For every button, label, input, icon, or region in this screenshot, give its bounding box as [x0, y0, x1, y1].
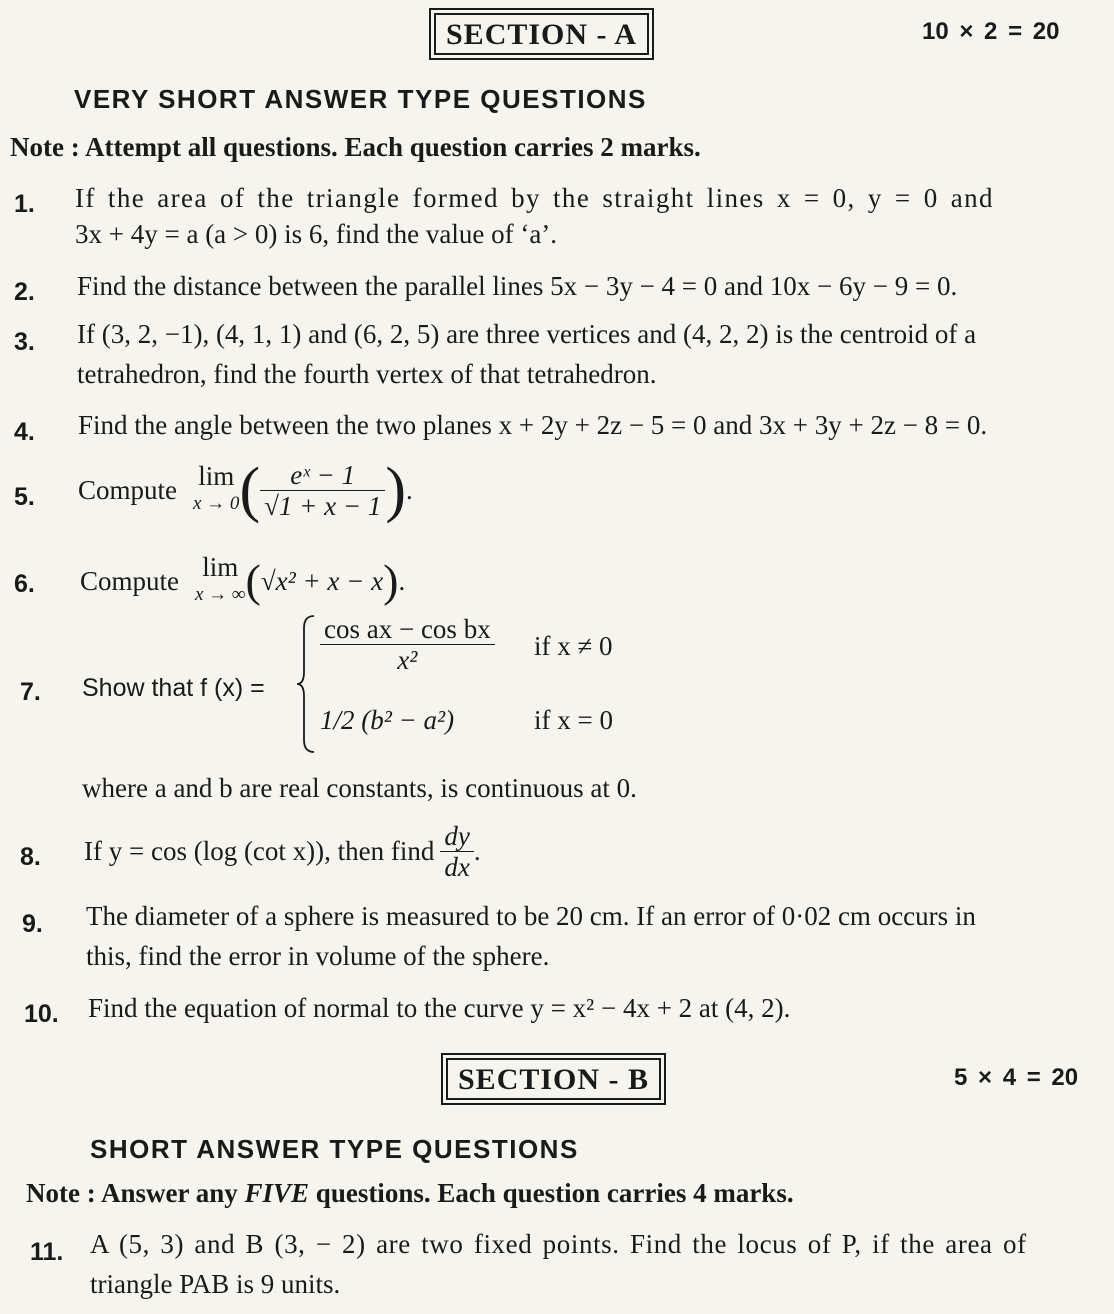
section-a-heading: VERY SHORT ANSWER TYPE QUESTIONS: [74, 84, 647, 114]
section-b-box: [441, 1053, 666, 1105]
compute-word: Compute: [80, 566, 179, 596]
question-text: If (3, 2, −1), (4, 1, 1) and (6, 2, 5) are three vertices and (4, 2, 2) is the centroid of a: [77, 319, 977, 349]
question-number: 7.: [20, 678, 41, 706]
question-text: [78, 448, 413, 532]
lim-label: lim: [198, 461, 235, 491]
section-a-marks: 10 × 2 = 20: [922, 18, 1060, 45]
question-text: where a and b are real constants, is continuous at 0.: [82, 773, 637, 803]
piecewise-brace: [294, 612, 318, 756]
question-number: 1.: [14, 190, 35, 218]
fraction: [260, 460, 385, 521]
right-paren: ): [383, 555, 399, 606]
fraction-numerator: cos ax − cos bx: [320, 614, 495, 645]
lim-subscript: x → 0: [193, 493, 240, 514]
question-text: Find the angle between the two planes x + 2y + 2z − 5 = 0 and 3x + 3y + 2z − 8 = 0.: [78, 410, 988, 440]
question-text: triangle PAB is 9 units.: [90, 1269, 341, 1299]
question-text: A (5, 3) and B (3, − 2) are two fixed points. Find the locus of P, if the area of: [90, 1229, 1027, 1259]
question-text: [84, 818, 481, 884]
note-emphasis: FIVE: [244, 1178, 310, 1208]
note-prefix: Note : Answer any: [26, 1178, 245, 1208]
case2-expression: 1/2 (b² − a²): [320, 705, 455, 735]
question-text: 3x + 4y = a (a > 0) is 6, find the value of ‘a’.: [75, 219, 558, 249]
section-a-box: [429, 8, 654, 60]
section-b-title: SECTION - B: [446, 1058, 661, 1100]
section-a-title: SECTION - A: [434, 13, 649, 55]
question-text: The diameter of a sphere is measured to be 20 cm. If an error of 0·02 cm occurs in: [86, 901, 976, 931]
question-text: If the area of the triangle formed by the straight lines x = 0, y = 0 and: [75, 183, 994, 213]
limit-operator: [193, 462, 239, 518]
question-number: 6.: [14, 570, 35, 598]
punctuation: .: [473, 836, 481, 866]
case2-condition: if x = 0: [534, 705, 613, 735]
question-number: 9.: [22, 910, 43, 938]
left-paren: (: [239, 456, 261, 524]
question-lead: Show that f (x) =: [82, 674, 265, 702]
fraction-denominator: dx: [444, 851, 470, 882]
note-suffix: questions. Each question carries 4 marks.: [309, 1178, 794, 1208]
section-b-marks: 5 × 4 = 20: [954, 1064, 1079, 1091]
question-number: 5.: [14, 483, 35, 511]
fraction-numerator: dy: [440, 821, 473, 852]
question-text: Find the equation of normal to the curve y = x² − 4x + 2 at (4, 2).: [88, 993, 791, 1023]
fraction-denominator: √1 + x − 1: [264, 490, 382, 521]
question-text: Find the distance between the parallel lines 5x − 3y − 4 = 0 and 10x − 6y − 9 = 0.: [77, 271, 958, 301]
question-text: this, find the error in volume of the sphere.: [86, 941, 550, 971]
question-number: 3.: [14, 328, 35, 356]
fraction-denominator: x²: [397, 645, 418, 675]
punctuation: .: [406, 475, 413, 505]
question-number: 10.: [24, 1000, 59, 1028]
right-paren: ): [385, 456, 406, 524]
case1-fraction: [320, 614, 495, 675]
compute-word: Compute: [78, 475, 177, 505]
section-b-heading: SHORT ANSWER TYPE QUESTIONS: [90, 1134, 579, 1164]
question-number: 11.: [30, 1238, 64, 1266]
left-paren: (: [245, 555, 261, 606]
limit-expression: √x² + x − x: [260, 566, 384, 596]
punctuation: .: [398, 566, 406, 596]
lim-subscript: x → ∞: [195, 584, 246, 605]
question-number: 8.: [20, 843, 41, 871]
case1-condition: if x ≠ 0: [534, 631, 613, 661]
fraction: [320, 614, 495, 675]
limit-operator: [195, 553, 245, 609]
question-line: If y = cos (log (cot x)), then find: [84, 836, 435, 866]
fraction-numerator: eˣ − 1: [260, 460, 385, 491]
question-text: tetrahedron, find the fourth vertex of that tetrahedron.: [77, 359, 657, 389]
question-number: 4.: [14, 418, 35, 446]
lim-label: lim: [202, 552, 239, 582]
section-b-note: [26, 1178, 794, 1209]
derivative-fraction: [440, 821, 473, 882]
question-number: 2.: [14, 278, 35, 306]
section-a-note: Note : Attempt all questions. Each question carries 2 marks.: [10, 132, 701, 162]
question-text: [80, 546, 405, 616]
